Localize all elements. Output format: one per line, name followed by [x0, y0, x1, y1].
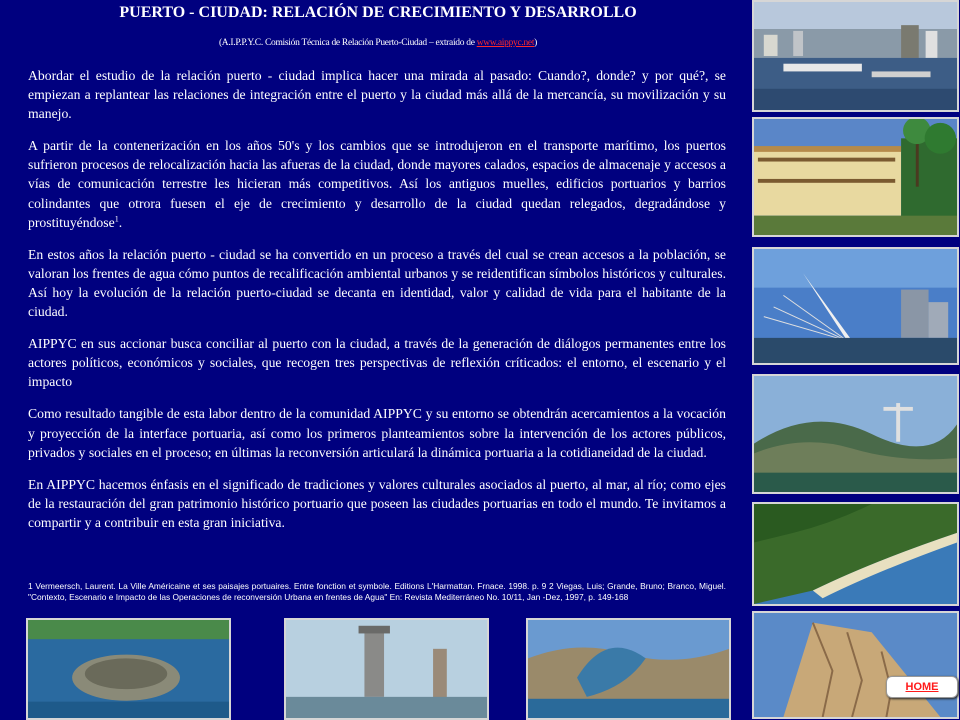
historic-port-building-photo — [752, 117, 959, 237]
port-towers-photo — [284, 618, 489, 720]
paragraph-3: En estos años la relación puerto - ciudad se ha convertido en un proceso a través del cual se crean accesos a la población, se valoran los frentes de agua cómo puntos de recalificación ambiental urbanos y se reidentifican símbolos históricos y culturales. Así hoy la evolución de la relación puerto-ciudad se decanta en identidad, valor y calidad de vida para el habitante de la ciudad. — [28, 246, 726, 320]
christ-redeemer-bay-photo — [752, 374, 959, 494]
paragraph-2: A partir de la contenerización en los años 50's y los cambios que se introdujeron en el transporte marítimo, los puertos sufrieron procesos de relocalización hacia las afueras de la ciudad, donde mayores calados, espacios de almacenaje y accesos a vías de comunicación terrestre les hicieran más competitivos. Así los antiguos muelles, edificios portuarios y barrios colindantes que otrora fuesen el eje de crecimiento y desarrollo de la ciudad quedan relegados, degradándose y prostituyéndose$^1$. — [28, 138, 726, 230]
source-link[interactable]: www.aippyc.net — [476, 38, 535, 48]
paragraph-4: AIPPYC en sus accionar busca conciliar al puerto con la ciudad, a través de la generación de diálogos permanentes entre los actores políticos, económicos y sociales, que recogen tres perspectivas de reflexión críticados: el entorno, el escenario y el impacto — [28, 336, 726, 390]
article-body — [28, 66, 726, 545]
cable-stayed-bridge-photo — [752, 247, 959, 365]
port-city-aerial-photo — [752, 0, 959, 112]
monument-discoveries-photo — [752, 611, 959, 719]
footnote-ref: 1 — [114, 214, 119, 224]
port-city-sculpture-photo — [526, 618, 731, 720]
footnote: 1 Vermeersch, Laurent. La Ville Américaine et ses paisajes portuaires. Entre fonction et symbole. Editions L'Harmattan. Frnace. 1998. p. 9 2 Viegas, Luis; Grande, Bruno; Branco, Miguel. "Contexto, Escenario e Impacto de las Operaciones de reconversión Urbana en frentes de Agua" En: Revista Mediterráneo No. 10/11, Jan -Dez, 1997, p. 149-168 — [28, 581, 726, 602]
paragraph-1: Abordar el estudio de la relación puerto - ciudad implica hacer una mirada al pasado: Cuando?, donde? y por qué?, se empiezan a replantear las relaciones de integración entre el puerto y la ciudad más allá de la mercancía, su movilización y su manejo. — [28, 68, 726, 122]
home-button[interactable]: HOME — [886, 676, 958, 698]
source-attribution: (A.I.P.P.Y.C. Comisión Técnica de Relación Puerto-Ciudad – extraído de www.aippyc.net) — [218, 38, 538, 48]
paragraph-6: En AIPPYC hacemos énfasis en el significado de tradiciones y valores culturales asociados al puerto, al mar, al río; como ejes de la restauración del gran patrimonio histórico portuario que poseen las ciudades portuarias en todo el mundo. Te invitamos a compartir y a contribuir en esta gran iniciativa. — [28, 476, 726, 530]
paragraph-5: Como resultado tangible de esta labor dentro de la comunidad AIPPYC y su entorno se obtendrán acercamientos a la vocación y proyección de la interface portuaria, así como los primeros planteamientos sobre la intervención de los actores públicos, privados y sociales en el proceso; en últimas la reconversión articulará la dinámica portuaria a la cotidianeidad de la ciudad. — [28, 406, 726, 460]
coastal-beach-aerial-photo — [752, 502, 959, 606]
page-title: PUERTO - CIUDAD: RELACIÓN DE CRECIMIENTO Y DESARROLLO — [119, 4, 637, 21]
harbor-fortress-photo — [26, 618, 231, 720]
